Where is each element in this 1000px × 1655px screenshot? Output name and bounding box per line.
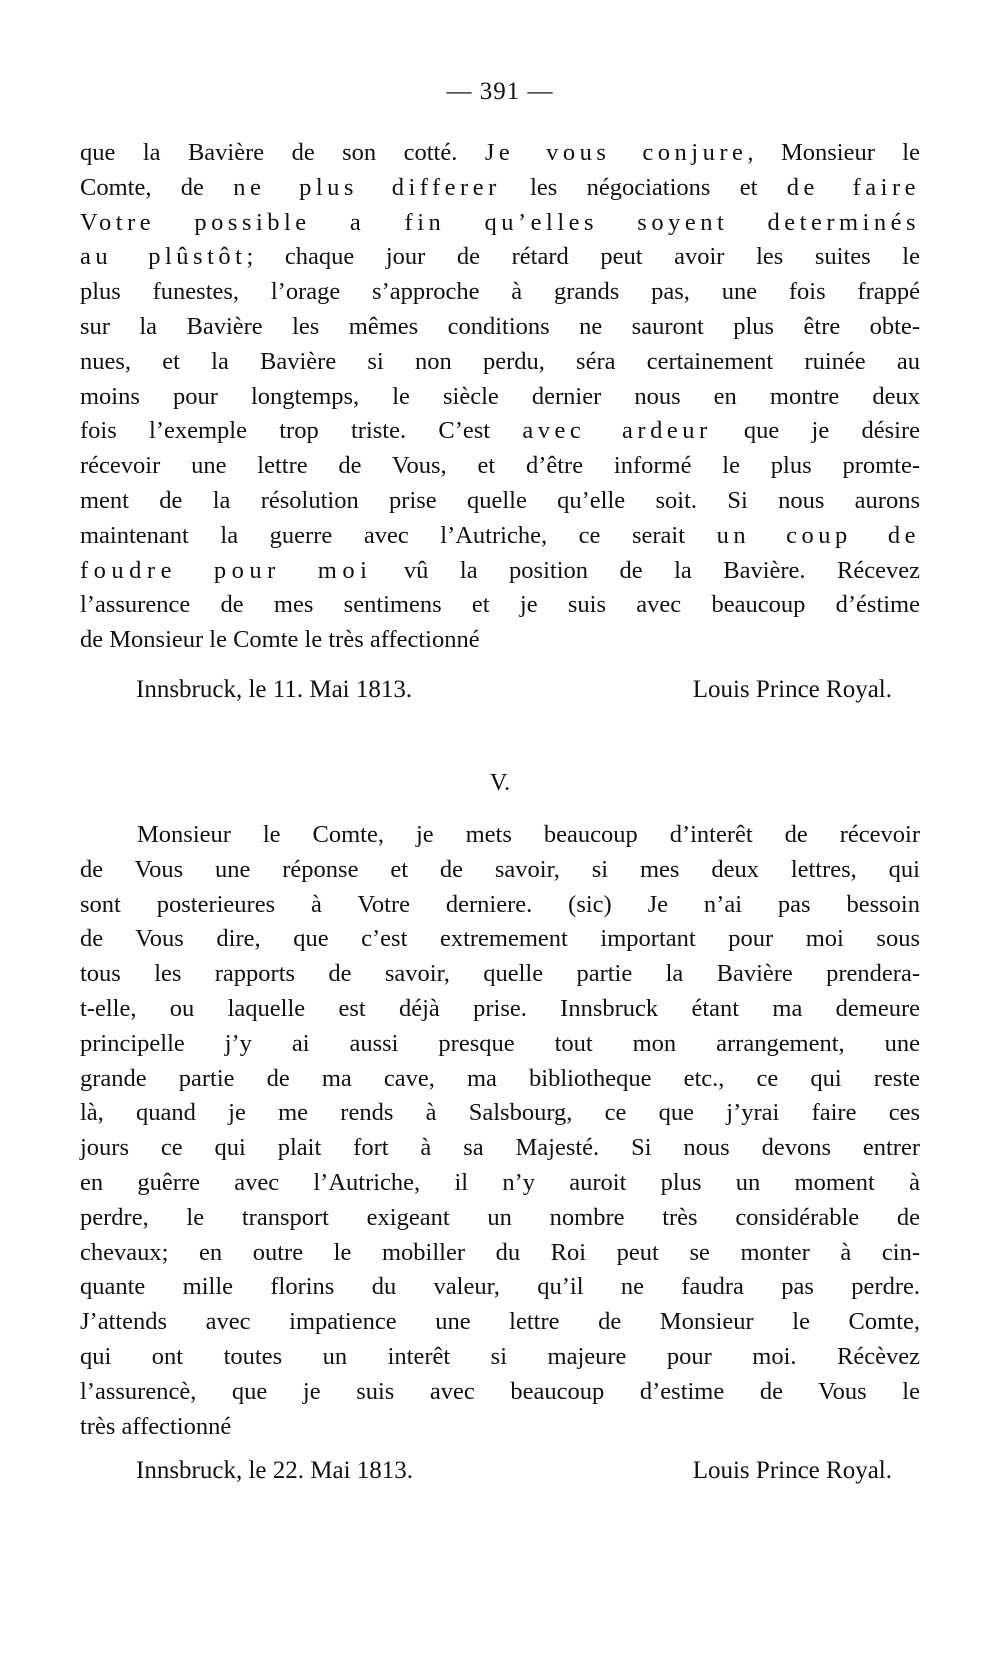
text-line: l’assurencè, que je suis avec beaucoup d’estime de Vous le	[80, 1377, 920, 1405]
text-line: Votre possible a fin qu’elles soyent determinés	[80, 208, 920, 236]
text-line: qui ont toutes un interêt si majeure pour moi. Récèvez	[80, 1342, 920, 1370]
text-line: Monsieur le Comte, je mets beaucoup d’interêt de récevoir	[137, 821, 920, 848]
text-line: que la Bavière de son cotté. Je vous conjure, Monsieur le	[80, 139, 920, 166]
letter-iv-closing	[80, 676, 920, 712]
text-line: de Monsieur le Comte le très affectionné	[80, 626, 480, 654]
text-line: nues, et la Bavière si non perdu, séra certainement ruinée au	[80, 347, 920, 375]
text-line: au plûstôt; chaque jour de rétard peut avoir les suites le	[80, 243, 920, 271]
text-line: sur la Bavière les mêmes conditions ne sauront plus être obte-	[80, 312, 920, 340]
text-line: de Vous dire, que c’est extremement important pour moi sous	[80, 925, 920, 953]
text-line: principelle j’y ai aussi presque tout mon arrangement, une	[80, 1029, 920, 1057]
text-line: plus funestes, l’orage s’approche à grands pas, une fois frappé	[80, 278, 920, 306]
text-line: sont posterieures à Votre derniere. (sic) Je n’ai pas bessoin	[80, 890, 920, 918]
text-line: là, quand je me rends à Salsbourg, ce que j’yrai faire ces	[80, 1099, 920, 1127]
place-date: Innsbruck, le 11. Mai 1813.	[136, 676, 413, 703]
text-line: en guêrre avec l’Autriche, il n’y auroit plus un moment à	[80, 1168, 920, 1196]
text-line: l’assurence de mes sentimens et je suis avec beaucoup d’éstime	[80, 591, 920, 619]
text-line: ment de la résolution prise quelle qu’elle soit. Si nous aurons	[80, 486, 920, 514]
text-line: moins pour longtemps, le siècle dernier nous en montre deux	[80, 382, 920, 410]
letter-v-body	[80, 818, 920, 1444]
text-line: très affectionné	[80, 1412, 232, 1440]
letter-iv-body	[80, 136, 920, 658]
text-line: t-elle, ou laquelle est déjà prise. Innsbruck étant ma demeure	[80, 994, 920, 1022]
text-line: foudre pour moi vû la position de la Bavière. Récevez	[80, 556, 921, 584]
text-line: maintenant la guerre avec l’Autriche, ce serait un coup de	[80, 521, 920, 549]
text-line: jours ce qui plait fort à sa Majesté. Si nous devons entrer	[80, 1134, 920, 1162]
text-line: quante mille florins du valeur, qu’il ne faudra pas perdre.	[80, 1273, 920, 1301]
text-line: de Vous une réponse et de savoir, si mes deux lettres, qui	[80, 855, 920, 883]
signature: Louis Prince Royal.	[692, 1457, 892, 1484]
text-line: tous les rapports de savoir, quelle partie la Bavière prendera-	[80, 960, 920, 988]
page-number: — 391 —	[446, 78, 554, 105]
text-line: Comte, de ne plus differer les négociations et de faire	[80, 173, 921, 201]
text-line: fois l’exemple trop triste. C’est avec ardeur que je désire	[80, 417, 920, 445]
section-heading: V.	[489, 770, 511, 796]
signature: Louis Prince Royal.	[692, 676, 892, 703]
text-line: chevaux; en outre le mobiller du Roi peut se monter à cin-	[80, 1238, 920, 1266]
text-line: récevoir une lettre de Vous, et d’être informé le plus promte-	[80, 452, 920, 480]
document-page	[80, 0, 920, 1655]
text-line: J’attends avec impatience une lettre de Monsieur le Comte,	[80, 1308, 920, 1336]
text-line: perdre, le transport exigeant un nombre très considérable de	[80, 1203, 920, 1231]
text-line: grande partie de ma cave, ma bibliotheque etc., ce qui reste	[80, 1064, 920, 1092]
place-date: Innsbruck, le 22. Mai 1813.	[136, 1457, 414, 1484]
letter-v-closing	[80, 1457, 920, 1493]
